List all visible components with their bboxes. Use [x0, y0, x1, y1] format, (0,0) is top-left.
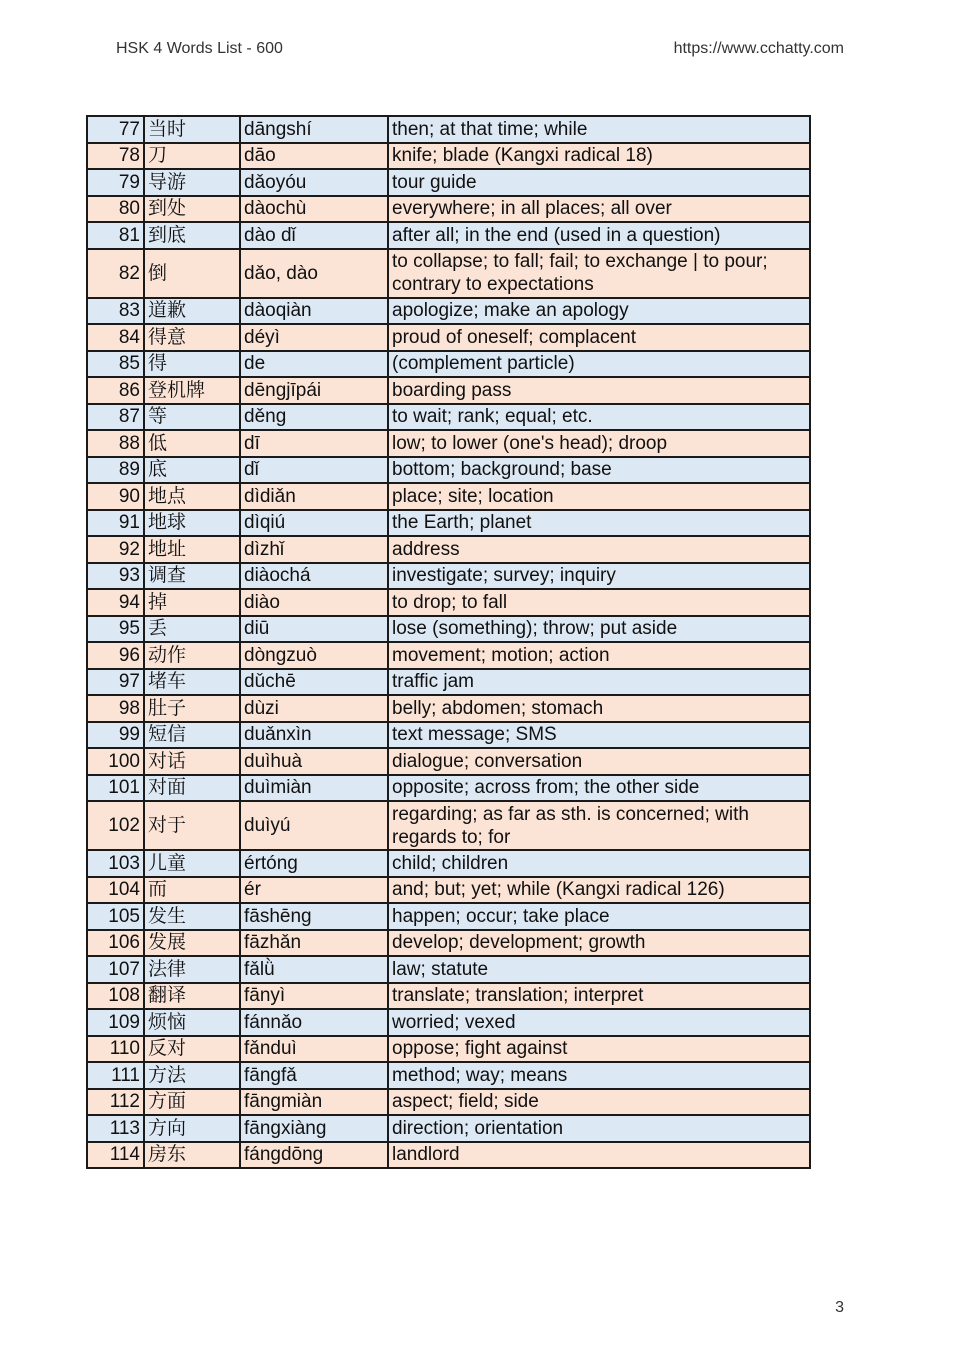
word-pinyin: duìyú — [240, 801, 388, 850]
word-meaning: happen; occur; take place — [388, 903, 810, 930]
word-hanzi: 儿童 — [144, 850, 240, 877]
word-meaning: oppose; fight against — [388, 1036, 810, 1063]
word-meaning: investigate; survey; inquiry — [388, 563, 810, 590]
source-url: https://www.cchatty.com — [673, 40, 844, 57]
table-row — [87, 351, 810, 378]
word-pinyin: duìmiàn — [240, 775, 388, 802]
table-row — [87, 536, 810, 563]
word-number: 98 — [87, 695, 144, 722]
word-pinyin: dāo — [240, 143, 388, 170]
table-row — [87, 877, 810, 904]
word-pinyin: fānyì — [240, 983, 388, 1010]
table-row — [87, 1036, 810, 1063]
word-pinyin: dùzi — [240, 695, 388, 722]
word-hanzi: 调查 — [144, 563, 240, 590]
table-row — [87, 483, 810, 510]
word-meaning: to collapse; to fall; fail; to exchange | to pour; contrary to expectations — [388, 249, 810, 298]
word-number: 94 — [87, 589, 144, 616]
word-pinyin: dǎo, dào — [240, 249, 388, 298]
word-number: 96 — [87, 642, 144, 669]
word-number: 109 — [87, 1009, 144, 1036]
word-hanzi: 对于 — [144, 801, 240, 850]
word-hanzi: 方向 — [144, 1115, 240, 1142]
word-hanzi: 地点 — [144, 483, 240, 510]
word-pinyin: dī — [240, 430, 388, 457]
document-title: HSK 4 Words List - 600 — [116, 40, 283, 57]
word-meaning: apologize; make an apology — [388, 298, 810, 325]
word-meaning: (complement particle) — [388, 351, 810, 378]
word-meaning: the Earth; planet — [388, 510, 810, 537]
word-pinyin: fāngxiàng — [240, 1115, 388, 1142]
word-pinyin: dào dǐ — [240, 222, 388, 249]
word-hanzi: 到处 — [144, 196, 240, 223]
word-number: 89 — [87, 457, 144, 484]
word-pinyin: dìzhǐ — [240, 536, 388, 563]
word-meaning: then; at that time; while — [388, 116, 810, 143]
table-row — [87, 1062, 810, 1089]
word-number: 113 — [87, 1115, 144, 1142]
table-row — [87, 930, 810, 957]
word-hanzi: 对话 — [144, 748, 240, 775]
word-number: 95 — [87, 616, 144, 643]
table-row — [87, 1142, 810, 1169]
word-hanzi: 反对 — [144, 1036, 240, 1063]
word-number: 101 — [87, 775, 144, 802]
word-hanzi: 当时 — [144, 116, 240, 143]
word-meaning: direction; orientation — [388, 1115, 810, 1142]
word-pinyin: ér — [240, 877, 388, 904]
word-pinyin: fāngmiàn — [240, 1089, 388, 1116]
word-pinyin: fángdōng — [240, 1142, 388, 1169]
word-hanzi: 动作 — [144, 642, 240, 669]
table-row — [87, 850, 810, 877]
word-number: 107 — [87, 956, 144, 983]
word-pinyin: dāngshí — [240, 116, 388, 143]
word-meaning: method; way; means — [388, 1062, 810, 1089]
word-hanzi: 而 — [144, 877, 240, 904]
word-meaning: after all; in the end (used in a question) — [388, 222, 810, 249]
page-number: 3 — [835, 1299, 844, 1316]
word-meaning: opposite; across from; the other side — [388, 775, 810, 802]
word-meaning: landlord — [388, 1142, 810, 1169]
table-row — [87, 196, 810, 223]
word-pinyin: duìhuà — [240, 748, 388, 775]
word-number: 79 — [87, 169, 144, 196]
word-number: 77 — [87, 116, 144, 143]
word-pinyin: diào — [240, 589, 388, 616]
table-row — [87, 430, 810, 457]
word-number: 83 — [87, 298, 144, 325]
word-number: 87 — [87, 404, 144, 431]
word-meaning: to wait; rank; equal; etc. — [388, 404, 810, 431]
table-row — [87, 1089, 810, 1116]
word-number: 111 — [87, 1062, 144, 1089]
table-row — [87, 563, 810, 590]
word-hanzi: 堵车 — [144, 669, 240, 696]
word-hanzi: 得 — [144, 351, 240, 378]
word-number: 105 — [87, 903, 144, 930]
word-pinyin: fánnǎo — [240, 1009, 388, 1036]
table-row — [87, 983, 810, 1010]
word-hanzi: 发展 — [144, 930, 240, 957]
table-row — [87, 669, 810, 696]
word-number: 80 — [87, 196, 144, 223]
word-pinyin: dìdiǎn — [240, 483, 388, 510]
word-hanzi: 掉 — [144, 589, 240, 616]
word-number: 84 — [87, 324, 144, 351]
table-row — [87, 695, 810, 722]
word-pinyin: déyì — [240, 324, 388, 351]
table-row — [87, 642, 810, 669]
word-hanzi: 到底 — [144, 222, 240, 249]
word-meaning: law; statute — [388, 956, 810, 983]
table-row — [87, 775, 810, 802]
table-row — [87, 404, 810, 431]
word-hanzi: 刀 — [144, 143, 240, 170]
word-number: 82 — [87, 249, 144, 298]
word-pinyin: děng — [240, 404, 388, 431]
word-hanzi: 发生 — [144, 903, 240, 930]
word-meaning: worried; vexed — [388, 1009, 810, 1036]
word-hanzi: 肚子 — [144, 695, 240, 722]
word-meaning: text message; SMS — [388, 722, 810, 749]
word-pinyin: fāshēng — [240, 903, 388, 930]
table-row — [87, 298, 810, 325]
table-row — [87, 169, 810, 196]
word-meaning: address — [388, 536, 810, 563]
vocabulary-table — [86, 115, 811, 1169]
word-meaning: low; to lower (one's head); droop — [388, 430, 810, 457]
word-number: 104 — [87, 877, 144, 904]
word-pinyin: dēngjīpái — [240, 377, 388, 404]
table-row — [87, 616, 810, 643]
word-number: 81 — [87, 222, 144, 249]
table-row — [87, 748, 810, 775]
word-number: 100 — [87, 748, 144, 775]
table-row — [87, 589, 810, 616]
table-row — [87, 249, 810, 298]
word-hanzi: 房东 — [144, 1142, 240, 1169]
word-meaning: aspect; field; side — [388, 1089, 810, 1116]
word-hanzi: 短信 — [144, 722, 240, 749]
word-pinyin: dǔchē — [240, 669, 388, 696]
word-meaning: bottom; background; base — [388, 457, 810, 484]
word-number: 93 — [87, 563, 144, 590]
word-pinyin: de — [240, 351, 388, 378]
word-number: 108 — [87, 983, 144, 1010]
word-meaning: translate; translation; interpret — [388, 983, 810, 1010]
word-number: 86 — [87, 377, 144, 404]
word-meaning: everywhere; in all places; all over — [388, 196, 810, 223]
word-meaning: belly; abdomen; stomach — [388, 695, 810, 722]
word-meaning: develop; development; growth — [388, 930, 810, 957]
word-pinyin: dòngzuò — [240, 642, 388, 669]
word-pinyin: duǎnxìn — [240, 722, 388, 749]
table-row — [87, 324, 810, 351]
word-hanzi: 方法 — [144, 1062, 240, 1089]
word-number: 112 — [87, 1089, 144, 1116]
word-meaning: and; but; yet; while (Kangxi radical 126) — [388, 877, 810, 904]
table-row — [87, 116, 810, 143]
table-row — [87, 722, 810, 749]
word-number: 92 — [87, 536, 144, 563]
word-number: 102 — [87, 801, 144, 850]
word-number: 97 — [87, 669, 144, 696]
word-hanzi: 道歉 — [144, 298, 240, 325]
table-row — [87, 510, 810, 537]
word-pinyin: dàochù — [240, 196, 388, 223]
table-row — [87, 143, 810, 170]
word-hanzi: 等 — [144, 404, 240, 431]
table-row — [87, 1009, 810, 1036]
word-pinyin: fǎlǜ — [240, 956, 388, 983]
table-row — [87, 801, 810, 850]
word-meaning: traffic jam — [388, 669, 810, 696]
word-pinyin: értóng — [240, 850, 388, 877]
word-hanzi: 底 — [144, 457, 240, 484]
word-pinyin: dǎoyóu — [240, 169, 388, 196]
word-number: 78 — [87, 143, 144, 170]
word-meaning: proud of oneself; complacent — [388, 324, 810, 351]
table-row — [87, 222, 810, 249]
word-pinyin: dǐ — [240, 457, 388, 484]
word-pinyin: fāzhǎn — [240, 930, 388, 957]
word-hanzi: 得意 — [144, 324, 240, 351]
word-meaning: movement; motion; action — [388, 642, 810, 669]
word-hanzi: 倒 — [144, 249, 240, 298]
table-row — [87, 956, 810, 983]
word-hanzi: 低 — [144, 430, 240, 457]
word-hanzi: 登机牌 — [144, 377, 240, 404]
word-number: 90 — [87, 483, 144, 510]
word-hanzi: 烦恼 — [144, 1009, 240, 1036]
word-number: 85 — [87, 351, 144, 378]
word-hanzi: 方面 — [144, 1089, 240, 1116]
word-number: 110 — [87, 1036, 144, 1063]
word-pinyin: diū — [240, 616, 388, 643]
word-number: 99 — [87, 722, 144, 749]
word-meaning: dialogue; conversation — [388, 748, 810, 775]
word-meaning: lose (something); throw; put aside — [388, 616, 810, 643]
word-meaning: boarding pass — [388, 377, 810, 404]
word-pinyin: fāngfǎ — [240, 1062, 388, 1089]
word-hanzi: 地址 — [144, 536, 240, 563]
word-number: 88 — [87, 430, 144, 457]
word-pinyin: dàoqiàn — [240, 298, 388, 325]
word-hanzi: 法律 — [144, 956, 240, 983]
table-row — [87, 377, 810, 404]
word-number: 114 — [87, 1142, 144, 1169]
word-pinyin: fǎnduì — [240, 1036, 388, 1063]
word-meaning: to drop; to fall — [388, 589, 810, 616]
word-pinyin: dìqiú — [240, 510, 388, 537]
word-meaning: knife; blade (Kangxi radical 18) — [388, 143, 810, 170]
word-hanzi: 丢 — [144, 616, 240, 643]
table-row — [87, 1115, 810, 1142]
word-meaning: child; children — [388, 850, 810, 877]
word-meaning: regarding; as far as sth. is concerned; with regards to; for — [388, 801, 810, 850]
word-hanzi: 地球 — [144, 510, 240, 537]
word-pinyin: diàochá — [240, 563, 388, 590]
word-meaning: tour guide — [388, 169, 810, 196]
word-meaning: place; site; location — [388, 483, 810, 510]
word-number: 91 — [87, 510, 144, 537]
word-hanzi: 导游 — [144, 169, 240, 196]
word-number: 103 — [87, 850, 144, 877]
table-row — [87, 457, 810, 484]
word-hanzi: 对面 — [144, 775, 240, 802]
word-number: 106 — [87, 930, 144, 957]
table-row — [87, 903, 810, 930]
word-hanzi: 翻译 — [144, 983, 240, 1010]
